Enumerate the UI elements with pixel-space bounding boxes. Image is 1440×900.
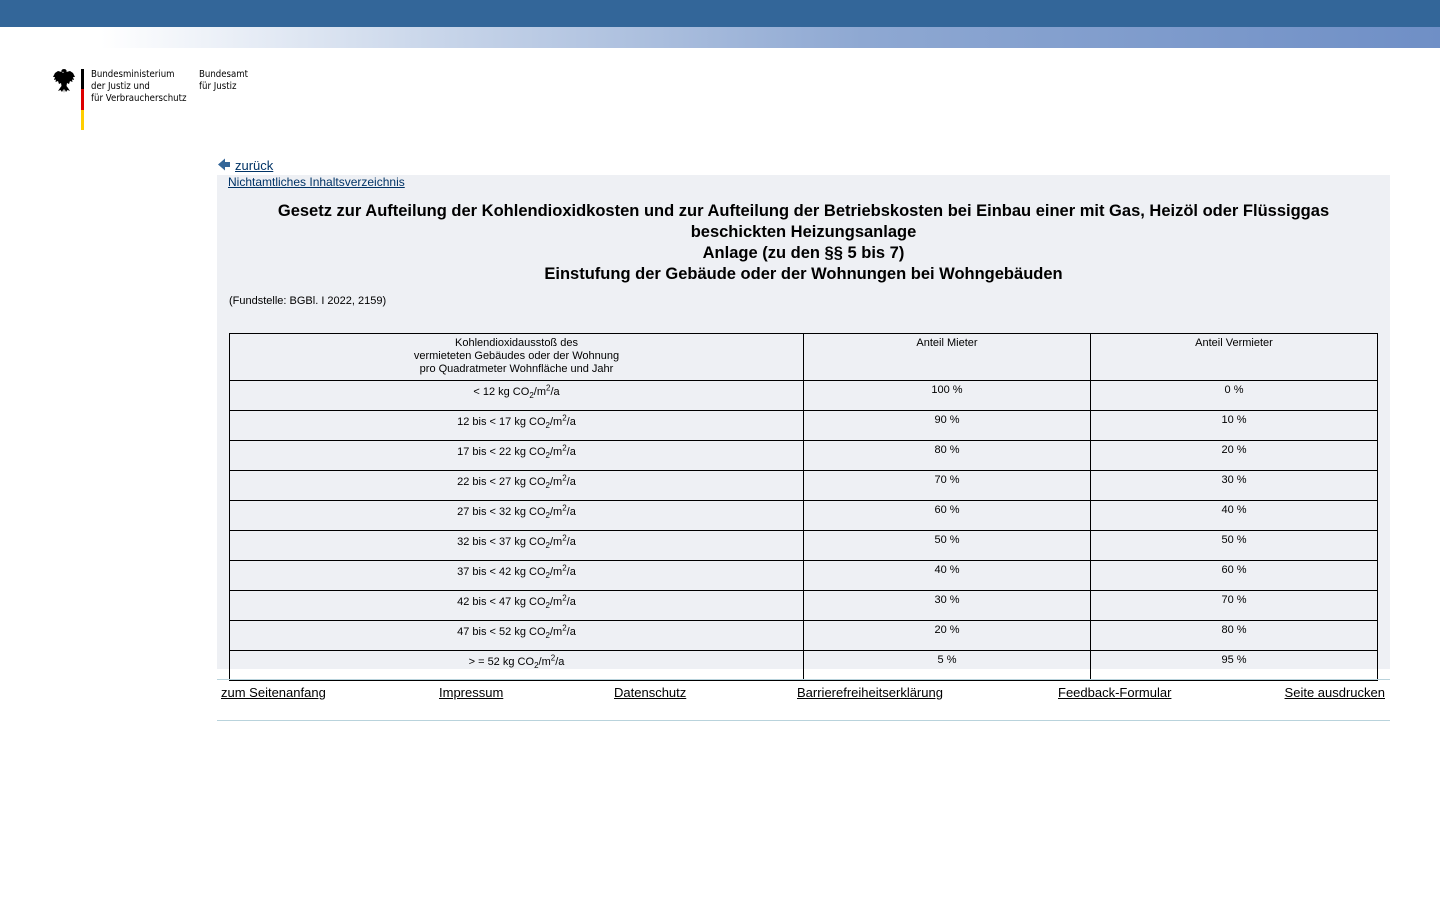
landlord-share-cell: 80 % [1091, 621, 1378, 651]
arrow-left-icon[interactable] [218, 158, 231, 171]
landlord-share-cell: 20 % [1091, 441, 1378, 471]
unit-suffix: /a [566, 596, 576, 608]
annex-subtitle: Einstufung der Gebäude oder der Wohnungen bei Wohngebäuden [544, 265, 1063, 283]
unit-subscript: 2 [545, 571, 550, 581]
tenant-share-cell: 100 % [804, 381, 1091, 411]
tenant-share-cell: 90 % [804, 411, 1091, 441]
landlord-share-cell: 0 % [1091, 381, 1378, 411]
landlord-share-cell: 30 % [1091, 471, 1378, 501]
unit-subscript: 2 [545, 631, 550, 641]
emission-range-cell [230, 621, 804, 651]
flag-stripe [81, 69, 84, 130]
unit-subscript: 2 [529, 391, 534, 401]
emission-range-cell [230, 531, 804, 561]
unit-prefix: kg CO [514, 506, 546, 518]
landlord-share-cell: 95 % [1091, 651, 1378, 681]
unit-suffix: /a [566, 476, 576, 488]
unit-mid: /m [549, 596, 563, 608]
footer-link-print[interactable]: Seite ausdrucken [1284, 685, 1385, 700]
unit-mid: /m [533, 386, 546, 398]
footer-link-top[interactable]: zum Seitenanfang [221, 685, 326, 700]
unit-mid: /m [549, 626, 563, 638]
table-row [230, 561, 1378, 591]
unit-suffix: /a [550, 386, 560, 398]
emission-range: 32 bis < 37 [457, 536, 512, 548]
table-row [230, 471, 1378, 501]
unit-mid: /m [549, 446, 563, 458]
emission-range: 47 bis < 52 [457, 626, 512, 638]
tenant-share-cell: 70 % [804, 471, 1091, 501]
unit-subscript: 2 [545, 541, 550, 551]
unit-suffix: /a [555, 656, 565, 668]
tenant-share-cell: 5 % [804, 651, 1091, 681]
emission-range-cell [230, 591, 804, 621]
unit-prefix: kg CO [514, 416, 546, 428]
unit-prefix: kg CO [514, 566, 546, 578]
footer-link-feedback[interactable]: Feedback-Formular [1058, 685, 1172, 700]
unit-mid: /m [549, 566, 563, 578]
table-row [230, 381, 1378, 411]
unit-suffix: /a [566, 446, 576, 458]
document-title [217, 201, 1390, 285]
unit-subscript: 2 [545, 451, 550, 461]
unit-superscript: 2 [562, 563, 567, 573]
emission-range-cell [230, 381, 804, 411]
unit-mid: /m [549, 416, 563, 428]
unit-suffix: /a [566, 506, 576, 518]
unit-superscript: 2 [562, 533, 567, 543]
table-row [230, 621, 1378, 651]
landlord-share-cell: 60 % [1091, 561, 1378, 591]
table-row [230, 531, 1378, 561]
unit-suffix: /a [566, 566, 576, 578]
unit-superscript: 2 [562, 593, 567, 603]
header-landlord-share: Anteil Vermieter [1091, 334, 1378, 381]
emission-range: 37 bis < 42 [457, 566, 512, 578]
unit-prefix: kg CO [514, 626, 546, 638]
unit-suffix: /a [566, 416, 576, 428]
logo-ministry-text: Bundesministerium der Justiz und für Verbraucherschutz [91, 69, 187, 104]
toc-link[interactable]: Nichtamtliches Inhaltsverzeichnis [228, 175, 405, 189]
top-banner-bar [0, 0, 1440, 27]
unit-superscript: 2 [546, 383, 551, 393]
emission-range-cell [230, 651, 804, 681]
footer-nav [217, 679, 1390, 721]
unit-superscript: 2 [550, 653, 556, 663]
emission-range: 27 bis < 32 [457, 506, 512, 518]
unit-subscript: 2 [534, 661, 539, 671]
back-link-container [218, 155, 273, 173]
unit-mid: /m [549, 476, 563, 488]
emission-range-cell [230, 411, 804, 441]
unit-prefix: kg CO [502, 656, 535, 668]
tenant-share-cell: 30 % [804, 591, 1091, 621]
table-row [230, 411, 1378, 441]
gradient-banner-bar [0, 27, 1440, 48]
law-title: Gesetz zur Aufteilung der Kohlendioxidkosten und zur Aufteilung der Betriebskosten bei Einbau einer mit Gas, Heizöl oder Flüssiggas beschickten Heizungsanlage [277, 202, 1330, 241]
emission-range: < 12 [473, 386, 496, 398]
unit-suffix: /a [566, 536, 576, 548]
table-row [230, 441, 1378, 471]
unit-superscript: 2 [562, 443, 567, 453]
table-row [230, 501, 1378, 531]
unit-mid: /m [549, 536, 563, 548]
logo-office-text: Bundesamt für Justiz [199, 69, 249, 92]
unit-prefix: kg CO [514, 596, 546, 608]
unit-subscript: 2 [545, 421, 550, 431]
unit-mid: /m [538, 656, 551, 668]
footer-link-impressum[interactable]: Impressum [439, 685, 504, 700]
tenant-share-cell: 50 % [804, 531, 1091, 561]
tenant-share-cell: 40 % [804, 561, 1091, 591]
unit-subscript: 2 [545, 601, 550, 611]
landlord-share-cell: 50 % [1091, 531, 1378, 561]
annex-title: Anlage (zu den §§ 5 bis 7) [702, 244, 905, 262]
emission-range-cell [230, 561, 804, 591]
source-reference: (Fundstelle: BGBl. I 2022, 2159) [229, 295, 387, 307]
emission-range-cell [230, 501, 804, 531]
footer-link-datenschutz[interactable]: Datenschutz [614, 685, 687, 700]
emission-range: 12 bis < 17 [457, 416, 512, 428]
header-tenant-share: Anteil Mieter [804, 334, 1091, 381]
unit-subscript: 2 [545, 481, 550, 491]
landlord-share-cell: 70 % [1091, 591, 1378, 621]
unit-mid: /m [549, 506, 563, 518]
table-row [230, 651, 1378, 681]
unit-prefix: kg CO [514, 536, 546, 548]
content-panel [217, 175, 1390, 669]
tenant-share-cell: 60 % [804, 501, 1091, 531]
emission-range-cell [230, 471, 804, 501]
emission-range-cell [230, 441, 804, 471]
federal-eagle-icon [52, 68, 76, 94]
ministry-logo[interactable] [52, 68, 262, 132]
unit-prefix: kg CO [498, 386, 530, 398]
unit-suffix: /a [566, 626, 576, 638]
table-row [230, 591, 1378, 621]
unit-superscript: 2 [562, 503, 567, 513]
table-header-row [230, 334, 1378, 381]
emission-range: 42 bis < 47 [457, 596, 512, 608]
unit-prefix: kg CO [514, 446, 546, 458]
landlord-share-cell: 40 % [1091, 501, 1378, 531]
co2-cost-table [229, 333, 1378, 681]
emission-range: 22 bis < 27 [457, 476, 512, 488]
unit-superscript: 2 [562, 413, 567, 423]
unit-subscript: 2 [545, 511, 550, 521]
emission-range: 17 bis < 22 [457, 446, 512, 458]
landlord-share-cell: 10 % [1091, 411, 1378, 441]
tenant-share-cell: 20 % [804, 621, 1091, 651]
unit-prefix: kg CO [514, 476, 546, 488]
emission-range: > = 52 [468, 656, 500, 668]
tenant-share-cell: 80 % [804, 441, 1091, 471]
unit-superscript: 2 [562, 473, 567, 483]
back-link[interactable]: zurück [235, 158, 274, 173]
header-co2-emission: Kohlendioxidausstoß des vermieteten Gebäudes oder der Wohnung pro Quadratmeter Wohnfläche und Jahr [230, 334, 804, 381]
unit-superscript: 2 [562, 623, 567, 633]
footer-link-barrierefreiheit[interactable]: Barrierefreiheitserklärung [797, 685, 943, 700]
